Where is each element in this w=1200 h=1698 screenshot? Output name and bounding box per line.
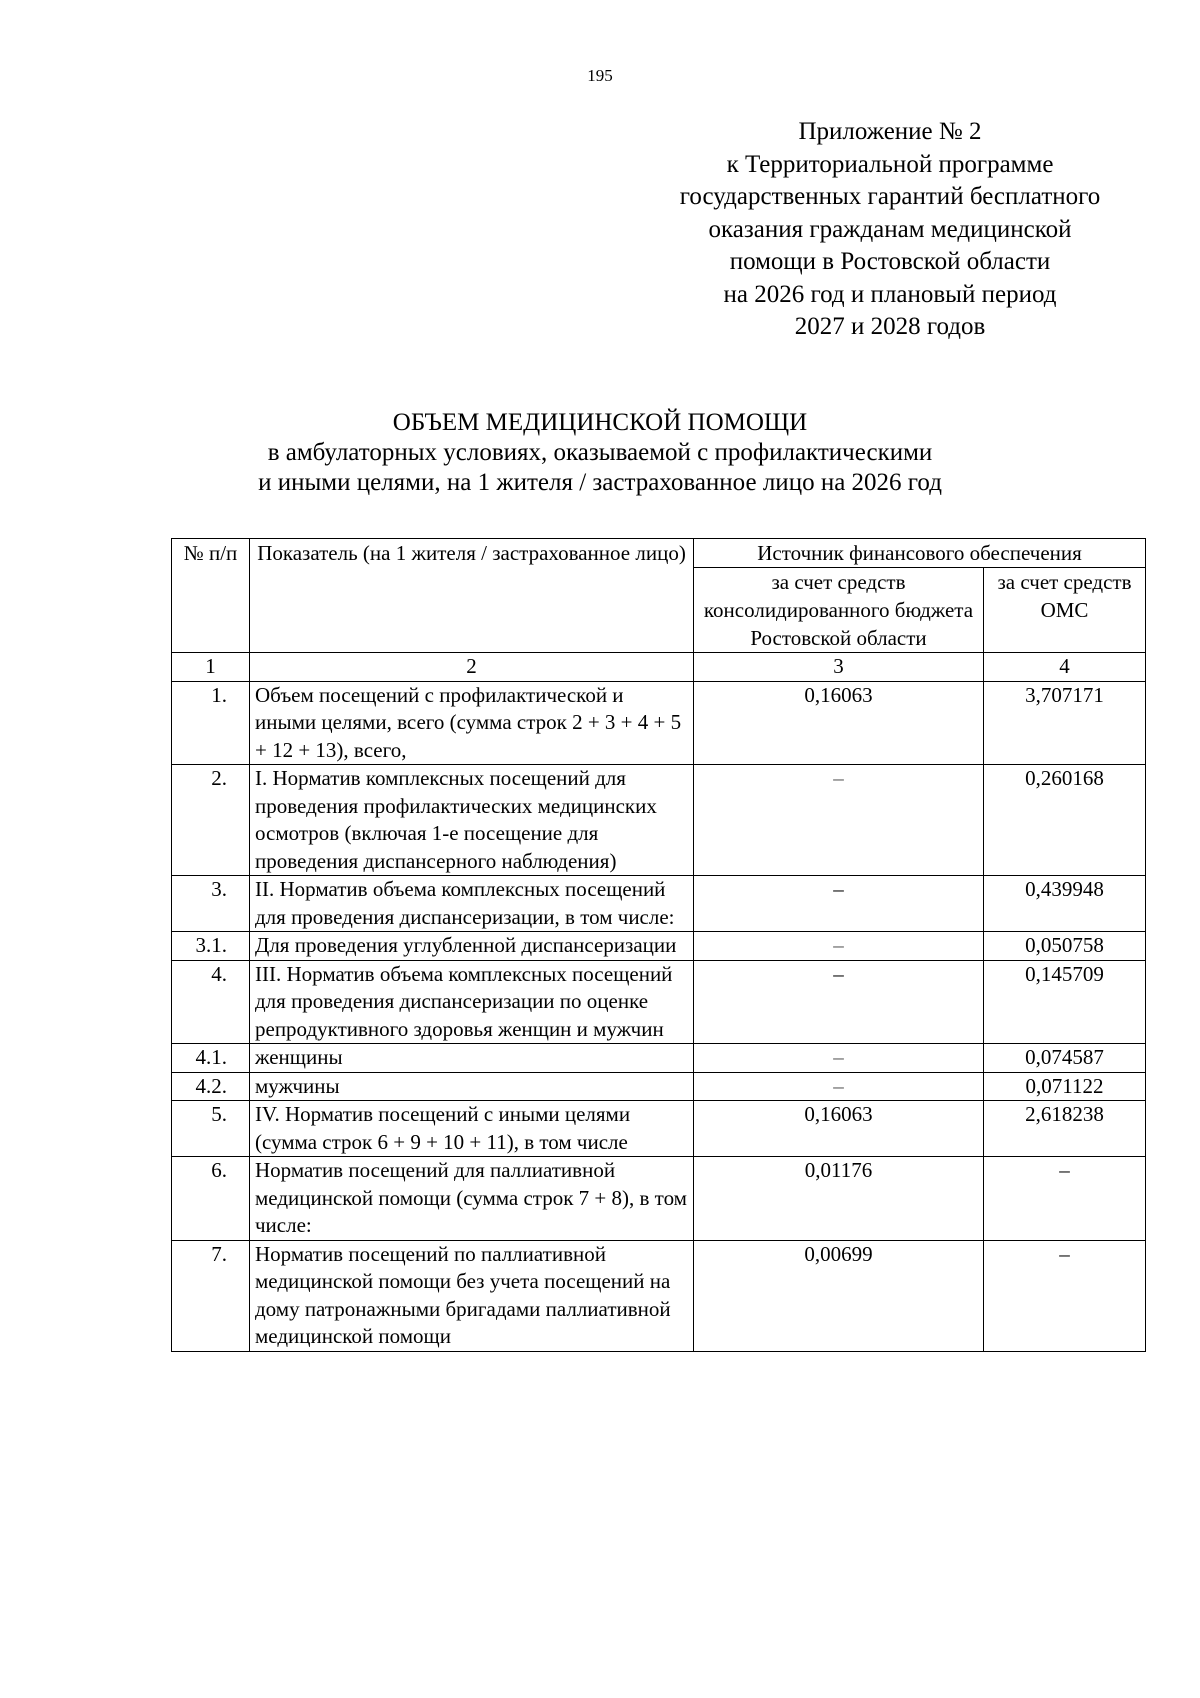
row-indicator: мужчины — [250, 1072, 694, 1101]
row-indicator: Для проведения углубленной диспансеризации — [250, 932, 694, 961]
table-row — [172, 1101, 1146, 1157]
row-oms-value: 0,071122 — [984, 1072, 1146, 1101]
row-budget-value: 0,01176 — [694, 1157, 984, 1241]
title-subtitle-line: в амбулаторных условиях, оказываемой с профилактическими — [267, 439, 933, 466]
row-oms-value: – — [984, 1240, 1146, 1351]
appendix-header — [640, 116, 1140, 344]
appendix-line: к Территориальной программе — [726, 150, 1054, 178]
row-budget-value: 0,16063 — [694, 681, 984, 765]
row-budget-value: – — [694, 932, 984, 961]
table-row — [172, 1044, 1146, 1073]
appendix-line: 2027 и 2028 годов — [794, 313, 986, 340]
header-oms: за счет средств ОМС — [984, 568, 1146, 653]
column-number: 1 — [172, 653, 250, 682]
column-number: 4 — [984, 653, 1146, 682]
row-number: 6. — [172, 1157, 250, 1241]
table-row — [172, 765, 1146, 876]
row-oms-value: 0,260168 — [984, 765, 1146, 876]
appendix-line: оказания гражданам медицинской — [708, 215, 1072, 243]
header-indicator: Показатель (на 1 жителя / застрахованное лицо) — [250, 539, 694, 653]
table-row — [172, 932, 1146, 961]
row-budget-value: – — [694, 960, 984, 1044]
row-oms-value: 0,050758 — [984, 932, 1146, 961]
row-number: 7. — [172, 1240, 250, 1351]
table-row — [172, 1240, 1146, 1351]
title-subtitle-line: и иными целями, на 1 жителя / застрахованное лицо на 2026 год — [258, 469, 942, 496]
row-budget-value: – — [694, 1044, 984, 1073]
row-number: 4. — [172, 960, 250, 1044]
page-number: 195 — [587, 66, 613, 85]
row-indicator: Объем посещений с профилактической и иными целями, всего (сумма строк 2 + 3 + 4 + 5 + 12 + 13), всего, — [250, 681, 694, 765]
row-oms-value: 0,074587 — [984, 1044, 1146, 1073]
table-row — [172, 1157, 1146, 1241]
medical-care-volume-table — [171, 538, 1146, 1352]
table-row — [172, 960, 1146, 1044]
row-oms-value: 0,439948 — [984, 876, 1146, 932]
row-indicator: женщины — [250, 1044, 694, 1073]
header-funding-source: Источник финансового обеспечения — [694, 539, 1146, 568]
column-number: 2 — [250, 653, 694, 682]
header-budget: за счет средств консолидированного бюджета Ростовской области — [694, 568, 984, 653]
row-number: 3. — [172, 876, 250, 932]
table-row — [172, 681, 1146, 765]
row-budget-value: 0,00699 — [694, 1240, 984, 1351]
document-title — [0, 408, 1200, 498]
row-number: 1. — [172, 681, 250, 765]
row-oms-value: 0,145709 — [984, 960, 1146, 1044]
row-oms-value: 2,618238 — [984, 1101, 1146, 1157]
header-num: № п/п — [172, 539, 250, 653]
row-indicator: Норматив посещений по паллиативной медицинской помощи без учета посещений на дому патронажными бригадами паллиативной медицинской помощи — [250, 1240, 694, 1351]
appendix-line: государственных гарантий бесплатного — [679, 183, 1101, 210]
row-number: 4.2. — [172, 1072, 250, 1101]
title-heading: ОБЪЕМ МЕДИЦИНСКОЙ ПОМОЩИ — [392, 409, 808, 436]
row-number: 5. — [172, 1101, 250, 1157]
row-indicator: Норматив посещений для паллиативной медицинской помощи (сумма строк 7 + 8), в том числе: — [250, 1157, 694, 1241]
table-row — [172, 1072, 1146, 1101]
row-indicator: II. Норматив объема комплексных посещений для проведения диспансеризации, в том числе: — [250, 876, 694, 932]
table-row — [172, 876, 1146, 932]
row-indicator: IV. Норматив посещений с иными целями (сумма строк 6 + 9 + 10 + 11), в том числе — [250, 1101, 694, 1157]
row-budget-value: – — [694, 765, 984, 876]
row-indicator: III. Норматив объема комплексных посещений для проведения диспансеризации по оценке репродуктивного здоровья женщин и мужчин — [250, 960, 694, 1044]
row-number: 3.1. — [172, 932, 250, 961]
row-number: 2. — [172, 765, 250, 876]
row-budget-value: 0,16063 — [694, 1101, 984, 1157]
row-budget-value: – — [694, 1072, 984, 1101]
appendix-line: помощи в Ростовской области — [729, 248, 1051, 275]
row-indicator: I. Норматив комплексных посещений для проведения профилактических медицинских осмотров (включая 1-е посещение для проведения диспансерного наблюдения) — [250, 765, 694, 876]
row-budget-value: – — [694, 876, 984, 932]
appendix-line: на 2026 год и плановый период — [723, 280, 1057, 308]
row-number: 4.1. — [172, 1044, 250, 1073]
row-oms-value: 3,707171 — [984, 681, 1146, 765]
row-oms-value: – — [984, 1157, 1146, 1241]
column-number: 3 — [694, 653, 984, 682]
appendix-line: Приложение № 2 — [798, 118, 982, 145]
